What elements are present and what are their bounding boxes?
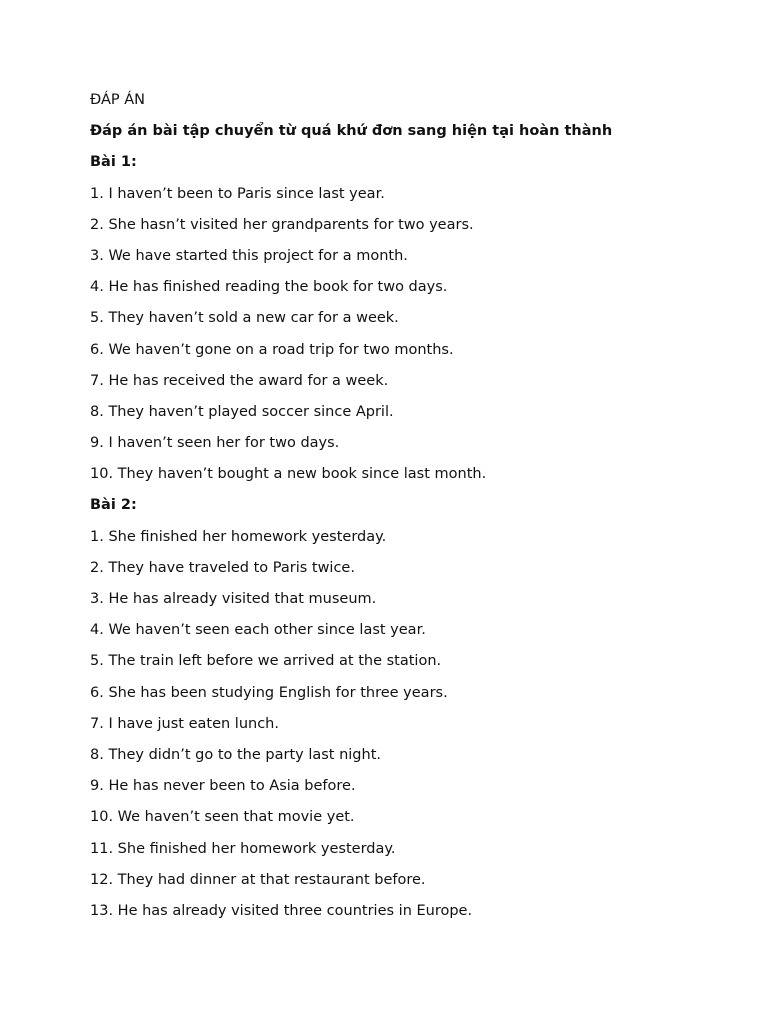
section-2-heading: Bài 2: [90, 497, 137, 514]
answer-item: 9. I haven’t seen her for two days. [90, 435, 340, 452]
answer-item: 2. They have traveled to Paris twice. [90, 559, 355, 576]
answer-item: 7. He has received the award for a week. [90, 372, 389, 389]
answer-item: 8. They haven’t played soccer since April. [90, 403, 394, 420]
document-header: ĐÁP ÁN [90, 92, 146, 108]
section-1-heading: Bài 1: [90, 154, 137, 171]
answer-item: 1. She finished her homework yesterday. [90, 528, 387, 545]
document-title: Đáp án bài tập chuyển từ quá khứ đơn sang hiện tại hoàn thành [90, 123, 613, 140]
answer-item: 1. I haven’t been to Paris since last year. [90, 185, 385, 202]
answer-item: 7. I have just eaten lunch. [90, 715, 279, 732]
answer-item: 9. He has never been to Asia before. [90, 778, 356, 795]
answer-item: 10. We haven’t seen that movie yet. [90, 809, 355, 826]
answer-item: 3. He has already visited that museum. [90, 591, 377, 607]
answer-item: 5. The train left before we arrived at the station. [90, 653, 442, 670]
answer-item: 8. They didn’t go to the party last night. [90, 746, 381, 763]
document-page [90, 91, 730, 933]
answer-item: 13. He has already visited three countries in Europe. [90, 902, 473, 919]
answer-item: 6. We haven’t gone on a road trip for two months. [90, 341, 454, 358]
answer-item: 4. He has finished reading the book for two days. [90, 279, 448, 296]
answer-item: 11. She finished her homework yesterday. [90, 840, 396, 857]
answer-item: 6. She has been studying English for three years. [90, 684, 448, 701]
answer-item: 5. They haven’t sold a new car for a week. [90, 310, 399, 327]
answer-item: 4. We haven’t seen each other since last year. [90, 622, 426, 639]
answer-item: 12. They had dinner at that restaurant before. [90, 871, 426, 888]
answer-item: 10. They haven’t bought a new book since last month. [90, 466, 487, 483]
answer-item: 3. We have started this project for a month. [90, 247, 408, 264]
answer-item: 2. She hasn’t visited her grandparents for two years. [90, 216, 474, 233]
